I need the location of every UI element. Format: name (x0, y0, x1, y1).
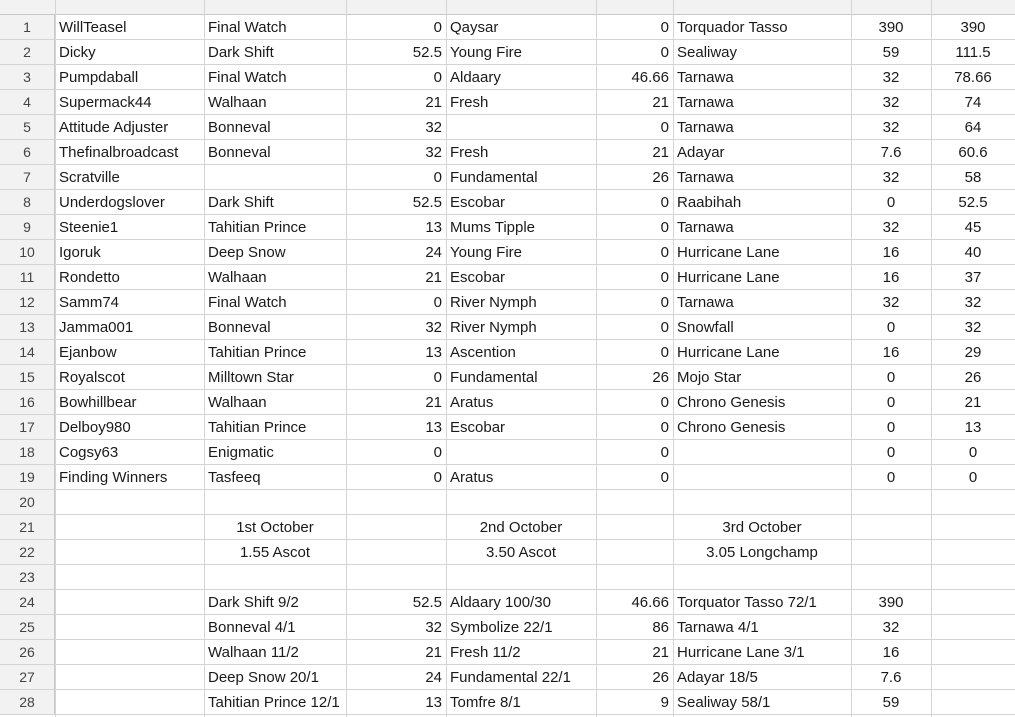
cell-g-row-2[interactable]: 59 (882, 44, 900, 61)
cell-g-row-4[interactable]: 32 (882, 94, 900, 111)
cell-e-row-28[interactable]: 9 (660, 694, 669, 711)
cell-h-row-28[interactable] (931, 690, 1015, 715)
cell-f-row-16[interactable]: Chrono Genesis (677, 394, 786, 411)
cell-h-row-19[interactable]: 0 (968, 469, 978, 486)
cell-f-row-12[interactable]: Tarnawa (677, 294, 734, 311)
row-header[interactable]: 27 (0, 665, 55, 690)
cell-c-row-28[interactable]: 13 (425, 694, 442, 711)
row-header[interactable]: 8 (0, 190, 55, 215)
cell-e-row-17[interactable]: 0 (660, 419, 669, 436)
row-header[interactable]: 13 (0, 315, 55, 340)
cell-d-row-6[interactable]: Fresh (450, 144, 489, 161)
cell-b-row-19[interactable]: Tasfeeq (208, 469, 261, 486)
cell-d-row-9[interactable]: Mums Tipple (450, 219, 536, 236)
cell-g-row-16[interactable]: 0 (886, 394, 896, 411)
cell-g-row-24[interactable]: 390 (878, 594, 904, 611)
cell-e-row-7[interactable]: 26 (652, 169, 669, 186)
cell-c-row-27[interactable]: 24 (425, 669, 442, 686)
cell-d-row-20[interactable] (446, 490, 596, 515)
row-header[interactable]: 17 (0, 415, 55, 440)
row-header[interactable]: 3 (0, 65, 55, 90)
cell-g-row-14[interactable]: 16 (882, 344, 900, 361)
cell-d-row-15[interactable]: Fundamental (450, 369, 538, 386)
cell-h-row-24[interactable] (931, 590, 1015, 615)
cell-a-row-3[interactable]: Pumpdaball (59, 69, 139, 86)
cell-b-row-20[interactable] (204, 490, 346, 515)
cell-g-row-8[interactable]: 0 (886, 194, 896, 211)
cell-b-row-3[interactable]: Final Watch (208, 69, 287, 86)
cell-b-row-27[interactable]: Deep Snow 20/1 (208, 669, 319, 686)
cell-b-row-23[interactable] (204, 565, 346, 590)
cell-h-row-10[interactable]: 40 (964, 244, 982, 261)
cell-c-row-5[interactable]: 32 (425, 119, 442, 136)
cell-f-row-11[interactable]: Hurricane Lane (677, 269, 780, 286)
cell-e-row-3[interactable]: 46.66 (631, 69, 669, 86)
cell-a-row-12[interactable]: Samm74 (59, 294, 120, 311)
cell-c-row-3[interactable]: 0 (433, 69, 442, 86)
cell-c-row-10[interactable]: 24 (425, 244, 442, 261)
cell-a-row-1[interactable]: WillTeasel (59, 19, 127, 36)
cell-c-row-24[interactable]: 52.5 (412, 594, 442, 611)
cell-d-row-25[interactable]: Symbolize 22/1 (450, 619, 553, 636)
cell-d-row-24[interactable]: Aldaary 100/30 (450, 594, 551, 611)
cell-e-row-5[interactable]: 0 (660, 119, 669, 136)
cell-g-row-10[interactable]: 16 (882, 244, 900, 261)
cell-e-row-8[interactable]: 0 (660, 194, 669, 211)
cell-b-row-10[interactable]: Deep Snow (208, 244, 286, 261)
cell-f-row-2[interactable]: Sealiway (677, 44, 738, 61)
cell-d-row-28[interactable]: Tomfre 8/1 (450, 694, 521, 711)
cell-b-row-4[interactable]: Walhaan (208, 94, 267, 111)
cell-h-row-17[interactable]: 13 (964, 419, 982, 436)
cell-c-row-13[interactable]: 32 (425, 319, 442, 336)
cell-a-row-28[interactable] (55, 690, 204, 715)
cell-f-row-9[interactable]: Tarnawa (677, 219, 734, 236)
cell-h-row-25[interactable] (931, 615, 1015, 640)
cell-a-row-19[interactable]: Finding Winners (59, 469, 168, 486)
cell-b-row-26[interactable]: Walhaan 11/2 (208, 644, 299, 661)
row-header[interactable]: 4 (0, 90, 55, 115)
cell-a-row-24[interactable] (55, 590, 204, 615)
cell-a-row-22[interactable] (55, 540, 204, 565)
cell-e-row-25[interactable]: 86 (652, 619, 669, 636)
cell-g-row-17[interactable]: 0 (886, 419, 896, 436)
cell-a-row-10[interactable]: Igoruk (59, 244, 101, 261)
cell-b-row-9[interactable]: Tahitian Prince (208, 219, 307, 236)
cell-e-row-2[interactable]: 0 (660, 44, 669, 61)
cell-d-row-3[interactable]: Aldaary (450, 69, 501, 86)
row-header[interactable]: 2 (0, 40, 55, 65)
cell-e-row-6[interactable]: 21 (652, 144, 669, 161)
cell-f-row-25[interactable]: Tarnawa 4/1 (677, 619, 759, 636)
cell-a-row-2[interactable]: Dicky (59, 44, 96, 61)
cell-a-row-18[interactable]: Cogsy63 (59, 444, 119, 461)
cell-a-row-15[interactable]: Royalscot (59, 369, 125, 386)
cell-a-row-4[interactable]: Supermack44 (59, 94, 152, 111)
cell-e-row-11[interactable]: 0 (660, 269, 669, 286)
cell-e-row-12[interactable]: 0 (660, 294, 669, 311)
cell-g-row-19[interactable]: 0 (886, 469, 896, 486)
row-header[interactable]: 6 (0, 140, 55, 165)
cell-f-row-14[interactable]: Hurricane Lane (677, 344, 780, 361)
cell-f-row-19[interactable] (673, 465, 851, 490)
row-header[interactable]: 19 (0, 465, 55, 490)
row-header[interactable]: 14 (0, 340, 55, 365)
cell-a-row-26[interactable] (55, 640, 204, 665)
cell-e-row-24[interactable]: 46.66 (631, 594, 669, 611)
cell-a-row-17[interactable]: Delboy980 (59, 419, 131, 436)
cell-g-row-25[interactable]: 32 (882, 619, 900, 636)
cell-d-row-23[interactable] (446, 565, 596, 590)
cell-d-row-2[interactable]: Young Fire (450, 44, 522, 61)
cell-d-row-21[interactable]: 2nd October (479, 519, 563, 536)
cell-h-row-27[interactable] (931, 665, 1015, 690)
cell-d-row-16[interactable]: Aratus (450, 394, 494, 411)
cell-e-row-22[interactable] (596, 540, 673, 565)
cell-d-row-14[interactable]: Ascention (450, 344, 516, 361)
cell-c-row-7[interactable]: 0 (433, 169, 442, 186)
cell-h-row-13[interactable]: 32 (964, 319, 982, 336)
cell-g-row-20[interactable] (851, 490, 931, 515)
cell-h-row-26[interactable] (931, 640, 1015, 665)
cell-d-row-10[interactable]: Young Fire (450, 244, 522, 261)
cell-d-row-17[interactable]: Escobar (450, 419, 506, 436)
cell-g-row-21[interactable] (851, 515, 931, 540)
cell-g-row-3[interactable]: 32 (882, 69, 900, 86)
cell-f-row-23[interactable] (673, 565, 851, 590)
cell-a-row-23[interactable] (55, 565, 204, 590)
cell-f-row-20[interactable] (673, 490, 851, 515)
cell-d-row-27[interactable]: Fundamental 22/1 (450, 669, 571, 686)
cell-h-row-9[interactable]: 45 (964, 219, 982, 236)
cell-b-row-6[interactable]: Bonneval (208, 144, 271, 161)
cell-c-row-8[interactable]: 52.5 (412, 194, 442, 211)
cell-b-row-8[interactable]: Dark Shift (208, 194, 274, 211)
cell-c-row-1[interactable]: 0 (433, 19, 442, 36)
cell-a-row-13[interactable]: Jamma001 (59, 319, 134, 336)
cell-h-row-18[interactable]: 0 (968, 444, 978, 461)
cell-h-row-6[interactable]: 60.6 (958, 144, 988, 161)
cell-f-row-21[interactable]: 3rd October (722, 519, 802, 536)
cell-h-row-4[interactable]: 74 (964, 94, 982, 111)
cell-g-row-26[interactable]: 16 (882, 644, 900, 661)
cell-a-row-14[interactable]: Ejanbow (59, 344, 117, 361)
cell-c-row-25[interactable]: 32 (425, 619, 442, 636)
cell-a-row-11[interactable]: Rondetto (59, 269, 120, 286)
cell-b-row-28[interactable]: Tahitian Prince 12/1 (208, 694, 340, 711)
cell-a-row-5[interactable]: Attitude Adjuster (59, 119, 169, 136)
cell-g-row-1[interactable]: 390 (878, 19, 904, 36)
cell-b-row-13[interactable]: Bonneval (208, 319, 271, 336)
cell-c-row-6[interactable]: 32 (425, 144, 442, 161)
cell-e-row-26[interactable]: 21 (652, 644, 669, 661)
cell-b-row-2[interactable]: Dark Shift (208, 44, 274, 61)
row-header[interactable]: 11 (0, 265, 55, 290)
cell-g-row-13[interactable]: 0 (886, 319, 896, 336)
cell-f-row-28[interactable]: Sealiway 58/1 (677, 694, 771, 711)
cell-d-row-12[interactable]: River Nymph (450, 294, 537, 311)
cell-c-row-2[interactable]: 52.5 (412, 44, 442, 61)
cell-h-row-12[interactable]: 32 (964, 294, 982, 311)
cell-b-row-16[interactable]: Walhaan (208, 394, 267, 411)
cell-a-row-21[interactable] (55, 515, 204, 540)
cell-b-row-18[interactable]: Enigmatic (208, 444, 274, 461)
cell-a-row-27[interactable] (55, 665, 204, 690)
cell-b-row-17[interactable]: Tahitian Prince (208, 419, 307, 436)
cell-g-row-9[interactable]: 32 (882, 219, 900, 236)
row-header[interactable]: 22 (0, 540, 55, 565)
cell-a-row-16[interactable]: Bowhillbear (59, 394, 137, 411)
cell-c-row-26[interactable]: 21 (425, 644, 442, 661)
cell-c-row-18[interactable]: 0 (433, 444, 442, 461)
cell-e-row-13[interactable]: 0 (660, 319, 669, 336)
cell-h-row-3[interactable]: 78.66 (954, 69, 992, 86)
cell-g-row-18[interactable]: 0 (886, 444, 896, 461)
cell-f-row-13[interactable]: Snowfall (677, 319, 734, 336)
cell-d-row-4[interactable]: Fresh (450, 94, 489, 111)
row-header[interactable]: 24 (0, 590, 55, 615)
cell-e-row-18[interactable]: 0 (660, 444, 669, 461)
cell-g-row-12[interactable]: 32 (882, 294, 900, 311)
cell-c-row-21[interactable] (346, 515, 446, 540)
cell-h-row-16[interactable]: 21 (964, 394, 982, 411)
cell-f-row-26[interactable]: Hurricane Lane 3/1 (677, 644, 805, 661)
cell-c-row-14[interactable]: 13 (425, 344, 442, 361)
cell-h-row-15[interactable]: 26 (964, 369, 982, 386)
row-header[interactable]: 25 (0, 615, 55, 640)
column-header-strip[interactable] (0, 0, 1015, 15)
cell-h-row-1[interactable]: 390 (960, 19, 986, 36)
cell-e-row-1[interactable]: 0 (660, 19, 669, 36)
cell-c-row-19[interactable]: 0 (433, 469, 442, 486)
cell-g-row-23[interactable] (851, 565, 931, 590)
cell-h-row-2[interactable]: 111.5 (955, 44, 991, 61)
cell-c-row-12[interactable]: 0 (433, 294, 442, 311)
cell-e-row-9[interactable]: 0 (660, 219, 669, 236)
cell-h-row-20[interactable] (931, 490, 1015, 515)
cell-f-row-5[interactable]: Tarnawa (677, 119, 734, 136)
cell-g-row-7[interactable]: 32 (882, 169, 900, 186)
cell-a-row-20[interactable] (55, 490, 204, 515)
cell-h-row-7[interactable]: 58 (964, 169, 982, 186)
cell-a-row-25[interactable] (55, 615, 204, 640)
cell-b-row-21[interactable]: 1st October (236, 519, 314, 536)
cell-b-row-25[interactable]: Bonneval 4/1 (208, 619, 296, 636)
cell-c-row-16[interactable]: 21 (425, 394, 442, 411)
cell-c-row-15[interactable]: 0 (433, 369, 442, 386)
cell-f-row-18[interactable] (673, 440, 851, 465)
row-header[interactable]: 15 (0, 365, 55, 390)
cell-g-row-11[interactable]: 16 (882, 269, 900, 286)
cell-g-row-6[interactable]: 7.6 (880, 144, 902, 161)
cell-c-row-11[interactable]: 21 (425, 269, 442, 286)
cell-h-row-14[interactable]: 29 (964, 344, 982, 361)
row-header[interactable]: 12 (0, 290, 55, 315)
cell-a-row-6[interactable]: Thefinalbroadcast (59, 144, 179, 161)
cell-e-row-23[interactable] (596, 565, 673, 590)
cell-b-row-5[interactable]: Bonneval (208, 119, 271, 136)
cell-e-row-10[interactable]: 0 (660, 244, 669, 261)
cell-e-row-15[interactable]: 26 (652, 369, 669, 386)
cell-d-row-22[interactable]: 3.50 Ascot (485, 544, 557, 561)
cell-h-row-21[interactable] (931, 515, 1015, 540)
row-header[interactable]: 1 (0, 15, 55, 40)
row-header[interactable]: 28 (0, 690, 55, 715)
cell-a-row-8[interactable]: Underdogslover (59, 194, 165, 211)
cell-f-row-10[interactable]: Hurricane Lane (677, 244, 780, 261)
cell-e-row-19[interactable]: 0 (660, 469, 669, 486)
cell-g-row-5[interactable]: 32 (882, 119, 900, 136)
row-header[interactable]: 20 (0, 490, 55, 515)
cell-f-row-3[interactable]: Tarnawa (677, 69, 734, 86)
cell-f-row-27[interactable]: Adayar 18/5 (677, 669, 758, 686)
cell-f-row-7[interactable]: Tarnawa (677, 169, 734, 186)
row-header[interactable]: 5 (0, 115, 55, 140)
cell-f-row-17[interactable]: Chrono Genesis (677, 419, 786, 436)
cell-c-row-17[interactable]: 13 (425, 419, 442, 436)
cell-b-row-15[interactable]: Milltown Star (208, 369, 294, 386)
cell-c-row-9[interactable]: 13 (425, 219, 442, 236)
cell-f-row-15[interactable]: Mojo Star (677, 369, 742, 386)
row-header[interactable]: 10 (0, 240, 55, 265)
cell-d-row-13[interactable]: River Nymph (450, 319, 537, 336)
cell-a-row-9[interactable]: Steenie1 (59, 219, 119, 236)
cell-g-row-27[interactable]: 7.6 (880, 669, 902, 686)
row-header[interactable]: 7 (0, 165, 55, 190)
cell-a-row-7[interactable]: Scratville (59, 169, 120, 186)
cell-b-row-22[interactable]: 1.55 Ascot (239, 544, 311, 561)
cell-d-row-8[interactable]: Escobar (450, 194, 506, 211)
row-header[interactable]: 18 (0, 440, 55, 465)
cell-h-row-22[interactable] (931, 540, 1015, 565)
cell-e-row-20[interactable] (596, 490, 673, 515)
cell-c-row-4[interactable]: 21 (425, 94, 442, 111)
cell-c-row-23[interactable] (346, 565, 446, 590)
cell-d-row-19[interactable]: Aratus (450, 469, 494, 486)
cell-f-row-22[interactable]: 3.05 Longchamp (706, 544, 818, 561)
cell-d-row-11[interactable]: Escobar (450, 269, 506, 286)
cell-d-row-7[interactable]: Fundamental (450, 169, 538, 186)
cell-e-row-4[interactable]: 21 (652, 94, 669, 111)
cell-c-row-20[interactable] (346, 490, 446, 515)
cell-e-row-27[interactable]: 26 (652, 669, 669, 686)
cell-g-row-15[interactable]: 0 (886, 369, 896, 386)
cell-f-row-4[interactable]: Tarnawa (677, 94, 734, 111)
cell-c-row-22[interactable] (346, 540, 446, 565)
cell-d-row-1[interactable]: Qaysar (450, 19, 499, 36)
cell-d-row-18[interactable] (446, 440, 596, 465)
cell-f-row-1[interactable]: Torquador Tasso (677, 19, 788, 36)
cell-b-row-7[interactable] (204, 165, 346, 190)
cell-e-row-21[interactable] (596, 515, 673, 540)
cell-d-row-5[interactable] (446, 115, 596, 140)
cell-e-row-16[interactable]: 0 (660, 394, 669, 411)
cell-b-row-24[interactable]: Dark Shift 9/2 (208, 594, 299, 611)
cell-b-row-1[interactable]: Final Watch (208, 19, 287, 36)
cell-f-row-6[interactable]: Adayar (677, 144, 725, 161)
row-header[interactable]: 9 (0, 215, 55, 240)
cell-g-row-22[interactable] (851, 540, 931, 565)
cell-f-row-24[interactable]: Torquator Tasso 72/1 (677, 594, 817, 611)
cell-h-row-23[interactable] (931, 565, 1015, 590)
cell-h-row-11[interactable]: 37 (964, 269, 982, 286)
row-header[interactable]: 16 (0, 390, 55, 415)
row-header[interactable]: 21 (0, 515, 55, 540)
cell-b-row-11[interactable]: Walhaan (208, 269, 267, 286)
cell-g-row-28[interactable]: 59 (882, 694, 900, 711)
cell-h-row-5[interactable]: 64 (964, 119, 982, 136)
row-header[interactable]: 26 (0, 640, 55, 665)
cell-e-row-14[interactable]: 0 (660, 344, 669, 361)
cell-b-row-14[interactable]: Tahitian Prince (208, 344, 307, 361)
cell-h-row-8[interactable]: 52.5 (958, 194, 988, 211)
row-header[interactable]: 23 (0, 565, 55, 590)
cell-b-row-12[interactable]: Final Watch (208, 294, 287, 311)
cell-d-row-26[interactable]: Fresh 11/2 (450, 644, 521, 661)
cell-f-row-8[interactable]: Raabihah (677, 194, 742, 211)
